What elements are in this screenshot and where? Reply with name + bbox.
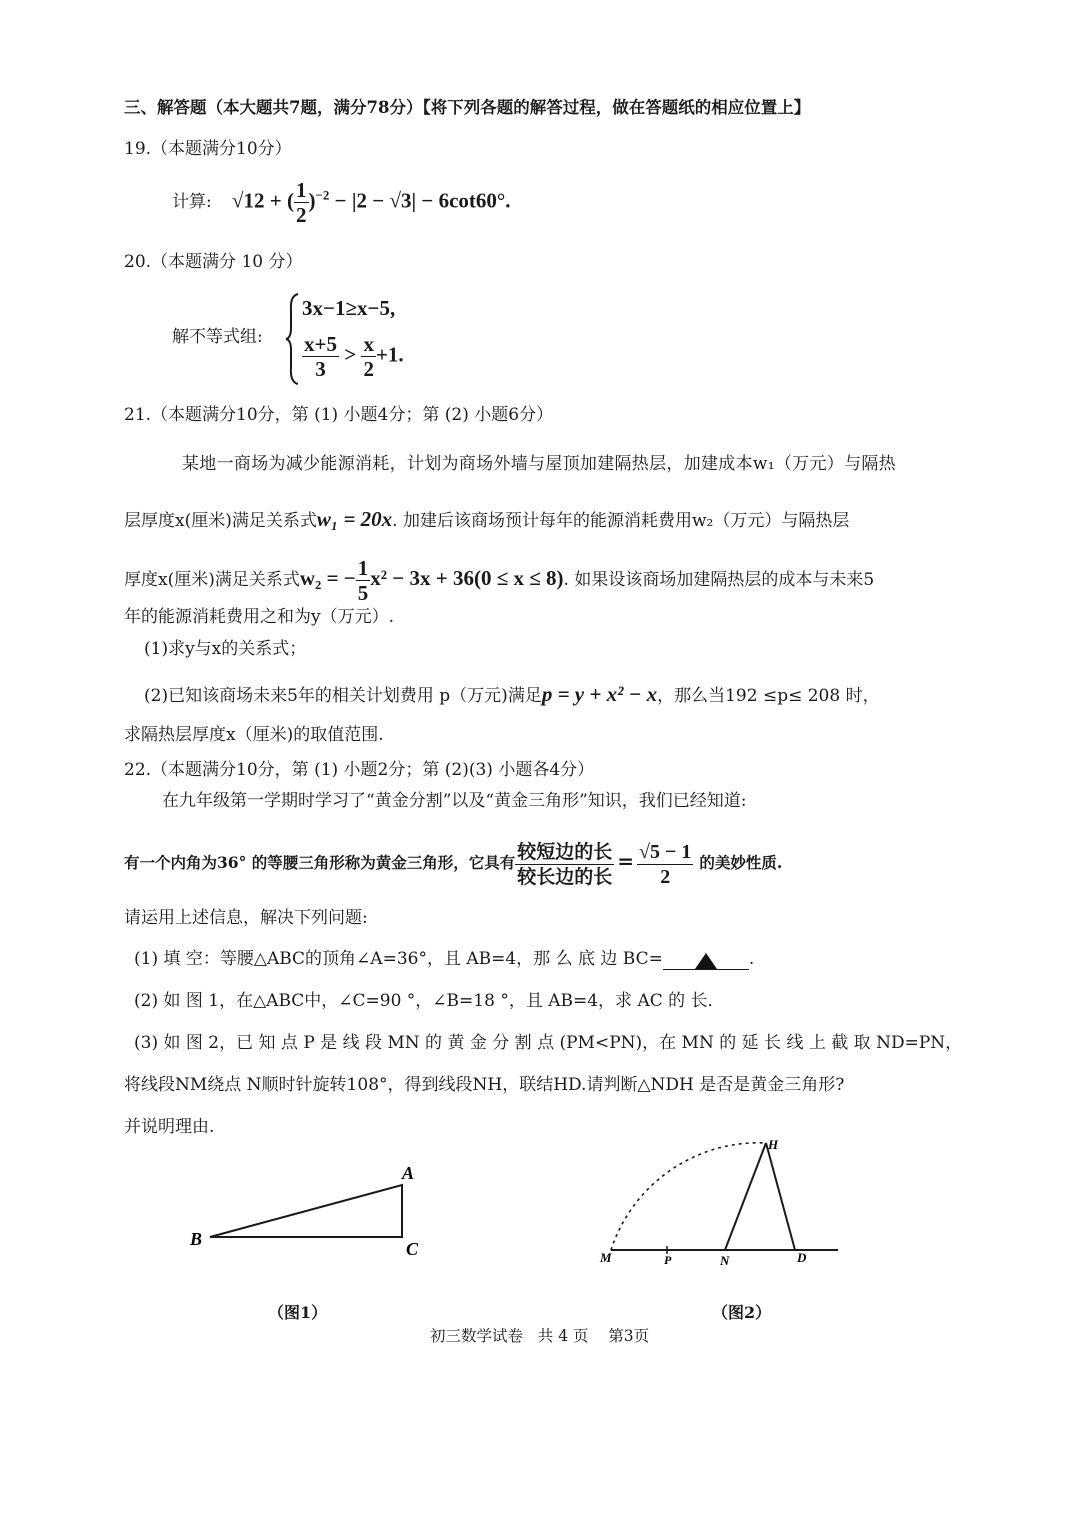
q21-sub2a: (2)已知该商场未来5年的相关计划费用 p（万元)满足 (144, 686, 542, 706)
fig2-label-P: P (664, 1253, 672, 1267)
q22-def-a: 有一个内角为36° 的等腰三角形称为黄金三角形，它具有 (124, 853, 516, 872)
q21-para-line4: 年的能源消耗费用之和为y（万元）. (124, 607, 395, 627)
q20-number: 20.（本题满分 10 分） (124, 252, 303, 272)
q22-sub1 (134, 948, 754, 970)
q22-sub3-line1: (3) 如 图 2，已 知 点 P 是 线 段 MN 的 黄 金 分 割 点 (PM<PN)，在 MN 的 延 长 线 上 截 取 ND=PN， (134, 1033, 963, 1053)
answer-blank[interactable] (663, 951, 749, 970)
q21-w2-part-a: w₂ = − (299, 566, 356, 590)
q22-sub1-period: . (748, 949, 755, 969)
q21-p-formula: p = y + x² − x (541, 682, 658, 706)
q22-definition (124, 832, 782, 890)
q21-number: 21.（本题满分10分，第 (1) 小题4分；第 (2) 小题6分） (124, 405, 554, 425)
q20-prompt: 解不等式组: (172, 327, 263, 347)
triangle-marker-icon (695, 953, 717, 969)
fig2-label-D: D (797, 1250, 807, 1265)
q21-para-line2 (124, 508, 849, 532)
fig1-label-B: B (190, 1229, 203, 1249)
figure-1 (180, 1155, 440, 1265)
q21-p2a: 层厚度x(厘米)满足关系式 (124, 511, 317, 531)
page-footer: 初三数学试卷 共 4 页 第3页 (430, 1327, 650, 1345)
q20-frac-b-num: x (363, 332, 374, 356)
q21-w2-frac (356, 556, 371, 605)
fig1-caption: （图1） (268, 1303, 328, 1322)
fig2-caption: （图2） (712, 1303, 772, 1322)
q19-fraction (294, 178, 309, 227)
q21-w2-frac-den: 5 (357, 580, 369, 605)
section-header: 三、解答题（本大题共7题，满分78分）【将下列各题的解答过程，做在答题纸的相应位置上】 (124, 98, 811, 117)
q20-frac-b-den: 2 (363, 357, 374, 381)
q22-def-frac2 (637, 840, 693, 889)
q22-number: 22.（本题满分10分，第 (1) 小题2分；第 (2)(3) 小题各4分） (124, 760, 595, 780)
q21-p2b: . 加建后该商场预计每年的能源消耗费用w₂（万元）与隔热层 (392, 511, 850, 531)
q22-def-frac2-den: 2 (660, 865, 671, 888)
fig2-arc (611, 1143, 766, 1250)
q21-w2-frac-num: 1 (357, 555, 369, 580)
q20-line1: 3x−1≥x−5, (302, 296, 396, 320)
figure-2 (590, 1135, 850, 1275)
q21-w1-formula: w₁ = 20x (316, 507, 393, 531)
q22-def-eq: = (617, 849, 634, 873)
q21-para-line1: 某地一商场为减少能源消耗，计划为商场外墙与屋顶加建隔热层，加建成本w₁（万元）与隔热 (182, 454, 896, 474)
q19-expr-part1: √12 + ( (232, 188, 294, 213)
q19-expr-part3: − |2 − √3| − 6cot60°. (329, 188, 511, 213)
q21-p3a: 厚度x(厘米)满足关系式 (124, 570, 300, 590)
fig2-DH (766, 1143, 795, 1250)
q20-brace (284, 292, 302, 386)
q22-def-b: 的美妙性质. (699, 853, 783, 872)
q21-sub1: (1)求y与x的关系式； (144, 639, 307, 659)
q22-sub2: (2) 如 图 1，在△ABC中，∠C=90 °，∠B=18 °，且 AB=4，求 AC 的 长． (134, 991, 725, 1011)
q22-sub1-text: (1) 填 空：等腰△ABC的顶角∠A=36°，且 AB=4，那 么 底 边 BC= (134, 949, 663, 969)
q21-w2-part-b: x² − 3x + 36(0 ≤ x ≤ 8) (370, 566, 564, 590)
q19-frac-num: 1 (296, 178, 307, 202)
fig1-triangle (210, 1185, 402, 1237)
q20-frac-a (302, 332, 339, 381)
q22-sub3-line3: 并说明理由. (124, 1117, 215, 1137)
q22-instruction: 请运用上述信息，解决下列问题: (124, 908, 368, 928)
q22-def-frac2-num: √5 − 1 (639, 840, 692, 863)
q19-frac-den: 2 (296, 203, 307, 227)
fig1-label-C: C (406, 1239, 419, 1259)
q22-intro: 在九年级第一学期时学习了“黄金分割”以及“黄金三角形”知识，我们已经知道: (162, 791, 747, 811)
q19-number: 19.（本题满分10分） (124, 139, 292, 159)
q21-p3b: . 如果设该商场加建隔热层的成本与未来5 (563, 570, 875, 590)
fig2-NH (725, 1143, 766, 1250)
fig2-label-N: N (720, 1253, 730, 1268)
q20-line2 (302, 332, 404, 381)
q22-def-frac-num: 较短边的长 (517, 840, 613, 863)
q22-def-frac-den: 较长边的长 (517, 865, 613, 888)
fig2-label-H: H (768, 1137, 779, 1152)
q20-frac-b (361, 332, 376, 381)
fig1-label-A: A (402, 1163, 415, 1183)
q19-expr-part2: ) (308, 188, 316, 213)
q19-prompt: 计算: (172, 192, 212, 212)
q21-w2-formula (299, 555, 564, 605)
q20-tail: +1. (375, 342, 404, 367)
q19-expression (232, 178, 511, 227)
q21-sub2b: ，那么当192 ≤p≤ 208 时， (657, 686, 880, 706)
q22-sub3-line2: 将线段NM绕点 N顺时针旋转108°，得到线段NH，联结HD.请判断△NDH 是否是黄金三角形? (124, 1075, 845, 1095)
q19-exponent: −2 (315, 187, 330, 203)
q20-frac-a-den: 3 (315, 357, 326, 381)
q21-sub2-line1 (144, 683, 880, 707)
q21-para-line3 (124, 553, 874, 603)
q20-gt: > (344, 342, 357, 367)
q21-sub2-line2: 求隔热层厚度x（厘米)的取值范围. (124, 725, 384, 745)
q22-def-frac (515, 840, 614, 889)
q20-frac-a-num: x+5 (304, 332, 337, 356)
fig2-label-M: M (600, 1250, 612, 1265)
